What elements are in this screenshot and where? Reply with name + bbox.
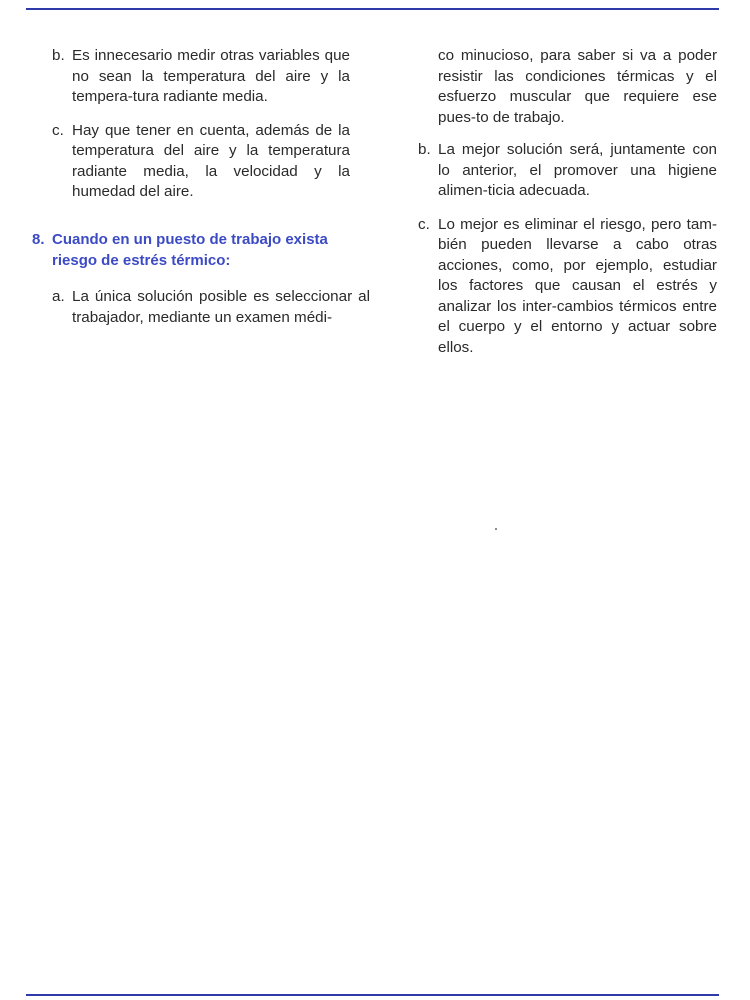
option-marker: b.	[418, 141, 431, 158]
answer-option-c	[418, 215, 717, 359]
question-number: 8.	[32, 231, 45, 248]
answer-option-b	[52, 46, 350, 108]
left-column	[32, 46, 370, 326]
right-column	[418, 46, 717, 358]
option-marker: b.	[52, 47, 65, 64]
bottom-rule	[26, 994, 719, 996]
option-text: La mejor solución será, juntamente con lo anterior, el promover una higiene alimen-ticia adecuada.	[438, 141, 717, 199]
scan-speck	[495, 528, 497, 530]
option-text: Es innecesario medir otras variables que no sean la temperatura del aire y la tempera-tura radiante media.	[72, 47, 350, 105]
answer-option-c	[52, 121, 350, 203]
answer-option-b	[418, 140, 717, 202]
option-a-continuation: co minucioso, para saber si va a poder resistir las condiciones térmicas y el esfuerzo muscular que requiere ese pues-to de trabajo.	[438, 47, 717, 126]
answer-option-a	[52, 287, 370, 328]
option-text: Hay que tener en cuenta, además de la temperatura del aire y la temperatura radiante media, la velocidad y la humedad del aire.	[72, 121, 350, 200]
option-marker: c.	[52, 121, 64, 139]
option-marker: a.	[52, 288, 65, 305]
top-rule	[26, 8, 719, 10]
question-8-heading	[32, 230, 370, 271]
option-marker: c.	[418, 215, 430, 233]
question-text: Cuando en un puesto de trabajo exista riesgo de estrés térmico:	[52, 231, 328, 269]
option-text: Lo mejor es eliminar el riesgo, pero tam-bién pueden llevarse a cabo otras acciones, como, por ejemplo, estudiar los factores que causan el estrés y analizar los inter-cambios térmicos entre el cuerpo y el entorno y actuar sobre ellos.	[438, 215, 717, 356]
option-text: La única solución posible es seleccionar al trabajador, mediante un examen médi-	[72, 288, 370, 326]
